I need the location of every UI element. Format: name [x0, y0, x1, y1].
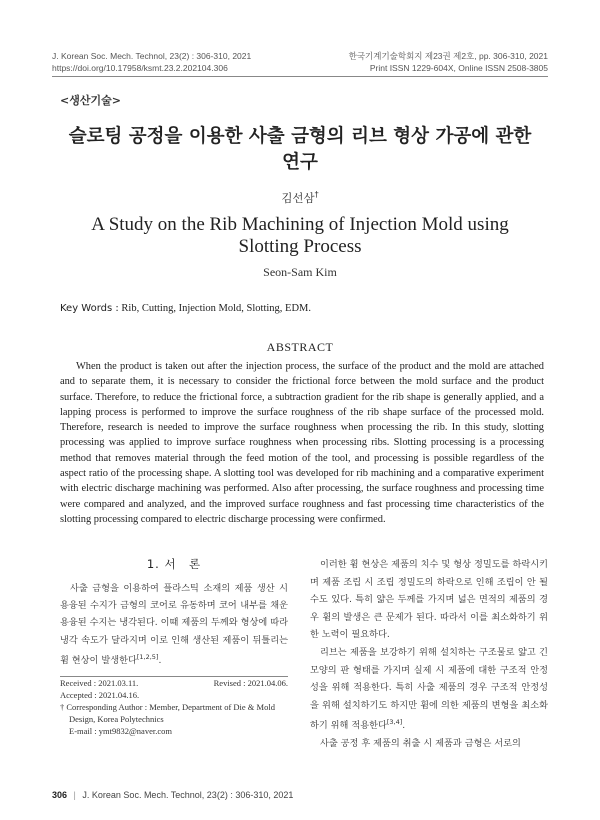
- author-english: Seon-Sam Kim: [263, 265, 337, 279]
- footer-journal-citation: J. Korean Soc. Mech. Technol, 23(2) : 306-310, 2021: [82, 790, 294, 800]
- author-email[interactable]: E-mail : ymt9832@naver.com: [69, 726, 172, 736]
- sentence-end: .: [402, 720, 406, 732]
- keywords-label: Key Words :: [60, 303, 119, 314]
- footer-separator: |: [73, 790, 76, 800]
- intro-paragraph-2-text: 리브는 제품을 보강하기 위해 설치하는 구조물로 얇고 긴 모양의 판 형태를 가지며 실제 시 제품에 대한 구조적 안정성을 위해 적용한다. 특히 사출 제품의 경우 구조적 안정성을 위해 설치하기도 하지만 휨에 의한 제품의 변형을 최소화하기 위해 적용한다: [310, 646, 548, 732]
- abstract-text: When the product is taken out after the injection process, the surface of the product and the mold are attached and to separate them, it is necessary to consider the frictional force between the mold surface and the product surface. Therefore, to reduce the frictional force, a subtraction gradient for the rib shape is generally applied, and a lapping process is performed to improve the surface roughness of the rib shape surface of the processed mold. Therefore, research is needed to improve the surface roughness when processing the rib. In this study, slotting processing was applied to improve surface roughness when processing ribs. Slotting processing is a processing method that removes material through the feed motion of the tool, and processing is possible regardless of the aspect ratio of the processing shape. A slotting tool was developed for rib machining and a comparative experiment with electric discharge machining was performed. Also after processing, the surface roughness and processing time were compared and analyzed, and the improved surface roughness and fast processing time characteristics of the slotting processing compared to electric discharge processing were confirmed.: [60, 361, 544, 525]
- keywords-list: Rib, Cutting, Injection Mold, Slotting, EDM.: [121, 303, 311, 314]
- citation-ref[interactable]: [1,2,5]: [136, 652, 159, 661]
- intro-column-right: [310, 556, 548, 753]
- paper-title-english: A Study on the Rib Machining of Injection Mold using Slotting Process: [91, 214, 509, 257]
- journal-citation: J. Korean Soc. Mech. Technol, 23(2) : 306-310, 2021: [52, 51, 252, 61]
- intro-left-text: 사출 금형을 이용하여 플라스틱 소재의 제품 생산 시 용융된 수지가 금형의 코어로 유동하며 코어 내부를 채운 용융된 수지는 냉각된다. 이때 제품의 두께와 형상에 따라 냉각 속도가 달라지며 이로 인해 생산된 제품이 뒤틀리는 휨 현상이 발생한다: [60, 583, 288, 666]
- running-header-right: [349, 50, 548, 74]
- author-korean: [0, 190, 600, 206]
- section-tag: <생산기술>: [60, 94, 121, 107]
- issn-info: Print ISSN 1229-604X, Online ISSN 2508-3805: [369, 63, 548, 73]
- footnote-divider: [60, 676, 288, 677]
- received-revised-dates: [60, 678, 288, 690]
- accepted-date: Accepted : 2021.04.16.: [60, 690, 140, 700]
- running-header-left: [52, 50, 251, 74]
- page-number: 306: [52, 790, 68, 800]
- journal-citation-korean: 한국기계기술학회지 제23권 제2호, pp. 306-310, 2021: [348, 51, 548, 61]
- intro-paragraph-left: [60, 580, 288, 669]
- intro-paragraph-1: 이러한 휨 현상은 제품의 치수 및 형상 정밀도를 하락시키며 제품 조립 시 조립 정밀도의 하락으로 인해 조립이 안 될 수도 있다. 특히 얇은 두께를 가지며 넓은 면적의 제품의 경우 휨의 발생은 큰 문제가 된다. 따라서 이를 최소화하기 위한 노력이 필요하다.: [310, 559, 548, 641]
- abstract-heading: ABSTRACT: [266, 340, 334, 354]
- revised-date: Revised : 2021.04.06.: [213, 678, 288, 688]
- keywords: [60, 303, 311, 314]
- intro-paragraph-3: 사출 공정 후 제품의 취출 시 제품과 금형은 서로의: [320, 738, 521, 749]
- author-korean-name: 김선삼: [281, 191, 315, 205]
- received-date: Received : 2021.03.11.: [60, 678, 139, 688]
- paper-title-korean: 슬로팅 공정을 이용한 사출 금형의 리브 형상 가공에 관한 연구: [68, 126, 532, 173]
- page-footer: [52, 790, 293, 800]
- intro-paragraph-2: [310, 644, 548, 735]
- section-heading-introduction: 1. 서 론: [146, 557, 202, 571]
- corresponding-mark: †: [314, 190, 319, 200]
- citation-ref[interactable]: [3,4]: [386, 718, 403, 727]
- sentence-end: .: [158, 654, 162, 666]
- header-divider: [52, 76, 548, 77]
- doi-link[interactable]: https://doi.org/10.17958/ksmt.23.2.202104.306: [52, 63, 228, 73]
- corresponding-author: † Corresponding Author : Member, Department of Die & Mold Design, Korea Polytechnics: [60, 702, 275, 724]
